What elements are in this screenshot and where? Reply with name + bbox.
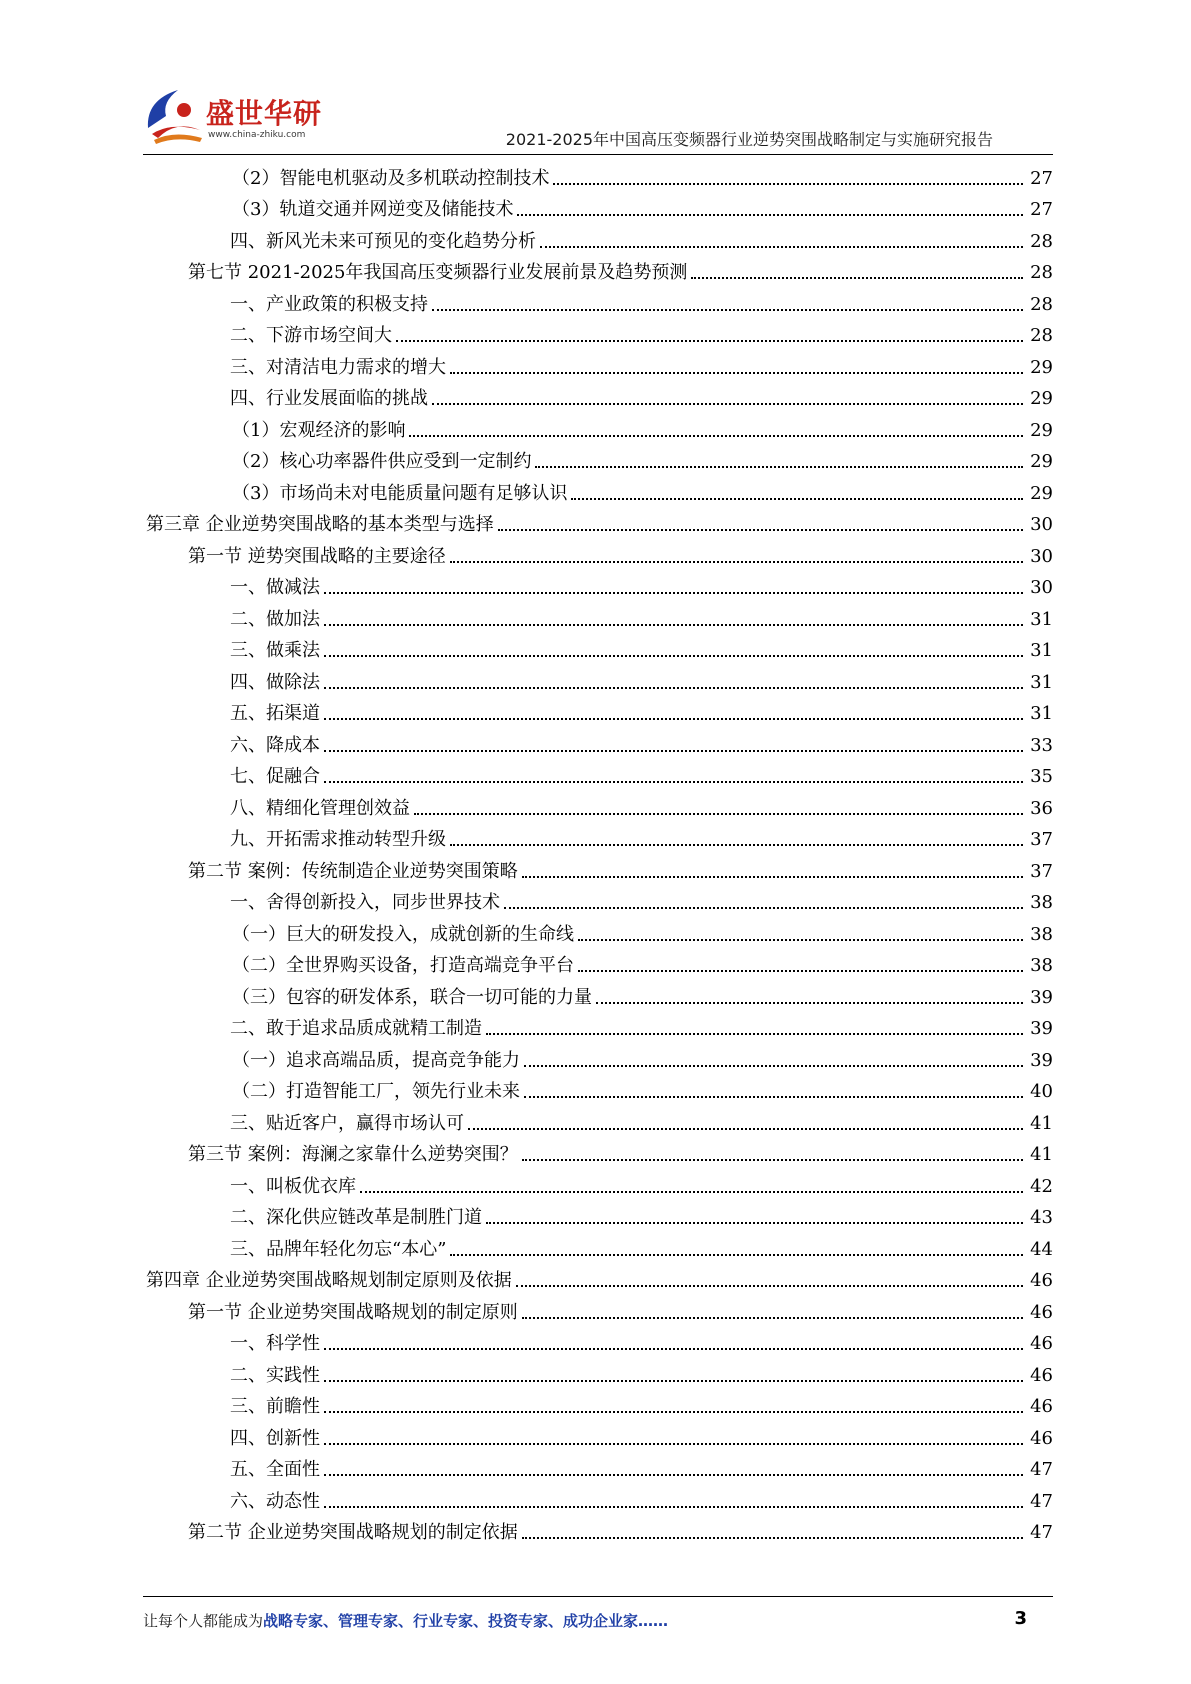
toc-leader-dots — [553, 183, 1023, 185]
toc-entry-page: 28 — [1030, 293, 1053, 315]
toc-entry-label: （3）轨道交通并网逆变及储能技术 — [232, 199, 514, 221]
footer-divider — [143, 1596, 1053, 1597]
toc-leader-dots — [450, 844, 1023, 846]
toc-entry-page: 29 — [1030, 356, 1053, 378]
toc-entry[interactable] — [0, 384, 1191, 416]
toc-leader-dots — [486, 1033, 1023, 1035]
toc-entry-page: 46 — [1030, 1301, 1053, 1323]
footer-slogan-roles: 战略专家、管理专家、行业专家、投资专家、成功企业家…… — [263, 1612, 669, 1630]
toc-entry-label: 九、开拓需求推动转型升级 — [230, 829, 446, 851]
toc-entry[interactable] — [0, 919, 1191, 951]
toc-entry-page: 29 — [1030, 419, 1053, 441]
toc-entry-label: （1）宏观经济的影响 — [232, 419, 406, 441]
toc-entry-page: 46 — [1030, 1364, 1053, 1386]
toc-entry-label: 七、促融合 — [230, 766, 320, 788]
toc-entry[interactable] — [0, 1360, 1191, 1392]
toc-entry[interactable] — [0, 258, 1191, 290]
toc-entry[interactable] — [0, 541, 1191, 573]
toc-entry[interactable] — [0, 163, 1191, 195]
toc-entry[interactable] — [0, 573, 1191, 605]
toc-leader-dots — [516, 1285, 1023, 1287]
toc-entry-page: 46 — [1030, 1427, 1053, 1449]
toc-leader-dots — [324, 1411, 1023, 1413]
toc-entry[interactable] — [0, 321, 1191, 353]
toc-entry-page: 36 — [1030, 797, 1053, 819]
toc-leader-dots — [691, 277, 1023, 279]
toc-entry[interactable] — [0, 447, 1191, 479]
toc-entry[interactable] — [0, 1108, 1191, 1140]
toc-entry[interactable] — [0, 1518, 1191, 1550]
toc-leader-dots — [324, 750, 1023, 752]
toc-leader-dots — [324, 655, 1023, 657]
toc-entry-label: 第一节 企业逆势突围战略规划的制定原则 — [188, 1301, 518, 1323]
header-divider — [143, 154, 1053, 155]
toc-entry[interactable] — [0, 1392, 1191, 1424]
toc-entry-label: （二）打造智能工厂，领先行业未来 — [232, 1081, 520, 1103]
toc-leader-dots — [498, 529, 1023, 531]
toc-entry-label: 二、下游市场空间大 — [230, 325, 392, 347]
toc-entry-label: 四、创新性 — [230, 1427, 320, 1449]
footer-slogan-prefix: 让每个人都能成为 — [143, 1612, 264, 1630]
toc-entry-label: （3）市场尚未对电能质量问题有足够认识 — [232, 482, 568, 504]
toc-entry-page: 35 — [1030, 766, 1053, 788]
toc-entry-page: 43 — [1030, 1207, 1053, 1229]
toc-entry-label: 三、对清洁电力需求的增大 — [230, 356, 446, 378]
toc-entry-page: 38 — [1030, 955, 1053, 977]
toc-entry-label: （2）核心功率器件供应受到一定制约 — [232, 451, 532, 473]
toc-entry-label: 四、行业发展面临的挑战 — [230, 388, 428, 410]
toc-entry-label: 二、敢于追求品质成就精工制造 — [230, 1018, 482, 1040]
toc-entry-label: 八、精细化管理创效益 — [230, 797, 410, 819]
toc-entry-label: 一、舍得创新投入，同步世界技术 — [230, 892, 500, 914]
toc-entry-page: 31 — [1030, 640, 1053, 662]
toc-entry-page: 28 — [1030, 325, 1053, 347]
toc-entry[interactable] — [0, 1423, 1191, 1455]
toc-entry-page: 40 — [1030, 1081, 1053, 1103]
toc-leader-dots — [540, 246, 1023, 248]
toc-entry-label: 一、做减法 — [230, 577, 320, 599]
toc-entry-page: 39 — [1030, 1018, 1053, 1040]
toc-leader-dots — [432, 309, 1023, 311]
toc-leader-dots — [432, 403, 1023, 405]
toc-entry-label: 第二节 企业逆势突围战略规划的制定依据 — [188, 1522, 518, 1544]
toc-leader-dots — [524, 1096, 1023, 1098]
toc-leader-dots — [522, 1537, 1023, 1539]
toc-entry-page: 46 — [1030, 1270, 1053, 1292]
toc-entry-label: 二、实践性 — [230, 1364, 320, 1386]
toc-leader-dots — [517, 214, 1023, 216]
toc-entry-page: 33 — [1030, 734, 1053, 756]
toc-leader-dots — [324, 1443, 1023, 1445]
toc-entry[interactable] — [0, 415, 1191, 447]
toc-leader-dots — [324, 781, 1023, 783]
toc-leader-dots — [578, 939, 1023, 941]
toc-leader-dots — [409, 435, 1023, 437]
toc-leader-dots — [414, 813, 1023, 815]
toc-entry-label: 第三章 企业逆势突围战略的基本类型与选择 — [146, 514, 494, 536]
toc-entry[interactable] — [0, 793, 1191, 825]
toc-entry-page: 31 — [1030, 608, 1053, 630]
company-logo — [140, 80, 323, 150]
toc-entry-label: 四、新风光未来可预见的变化趋势分析 — [230, 230, 536, 252]
toc-entry-label: 五、全面性 — [230, 1459, 320, 1481]
toc-entry[interactable] — [0, 982, 1191, 1014]
toc-entry-page: 29 — [1030, 451, 1053, 473]
toc-leader-dots — [324, 1506, 1023, 1508]
toc-entry-label: 一、科学性 — [230, 1333, 320, 1355]
toc-entry[interactable] — [0, 856, 1191, 888]
toc-entry-label: （一）巨大的研发投入，成就创新的生命线 — [232, 923, 574, 945]
toc-leader-dots — [522, 1317, 1023, 1319]
page-footer — [143, 1610, 1053, 1640]
toc-entry-page: 39 — [1030, 1049, 1053, 1071]
toc-leader-dots — [360, 1191, 1023, 1193]
toc-entry-page: 47 — [1030, 1490, 1053, 1512]
toc-entry[interactable] — [0, 510, 1191, 542]
table-of-contents — [0, 163, 1191, 1549]
toc-entry-label: 五、拓渠道 — [230, 703, 320, 725]
toc-entry-label: 第二节 案例：传统制造企业逆势突围策略 — [188, 860, 518, 882]
toc-entry-page: 44 — [1030, 1238, 1053, 1260]
toc-entry-page: 27 — [1030, 167, 1053, 189]
toc-entry[interactable] — [0, 1045, 1191, 1077]
toc-entry-page: 29 — [1030, 388, 1053, 410]
toc-leader-dots — [468, 1128, 1023, 1130]
toc-entry[interactable] — [0, 1329, 1191, 1361]
toc-entry-page: 31 — [1030, 671, 1053, 693]
toc-leader-dots — [396, 340, 1023, 342]
toc-entry-label: 第七节 2021-2025年我国高压变频器行业发展前景及趋势预测 — [188, 262, 688, 284]
toc-leader-dots — [324, 718, 1023, 720]
toc-entry-label: 三、贴近客户，赢得市场认可 — [230, 1112, 464, 1134]
toc-entry-page: 30 — [1030, 577, 1053, 599]
toc-leader-dots — [522, 1159, 1023, 1161]
toc-entry-page: 27 — [1030, 199, 1053, 221]
toc-leader-dots — [524, 1065, 1023, 1067]
toc-entry-label: 第四章 企业逆势突围战略规划制定原则及依据 — [146, 1270, 512, 1292]
toc-entry-page: 37 — [1030, 829, 1053, 851]
toc-leader-dots — [596, 1002, 1023, 1004]
toc-entry-page: 41 — [1030, 1112, 1053, 1134]
toc-entry-page: 29 — [1030, 482, 1053, 504]
toc-entry-page: 47 — [1030, 1522, 1053, 1544]
toc-leader-dots — [535, 466, 1023, 468]
toc-leader-dots — [571, 498, 1023, 500]
toc-leader-dots — [450, 372, 1023, 374]
toc-leader-dots — [324, 1474, 1023, 1476]
toc-entry[interactable] — [0, 888, 1191, 920]
toc-entry-label: （三）包容的研发体系，联合一切可能的力量 — [232, 986, 592, 1008]
report-title: 2021-2025年中国高压变频器行业逆势突围战略制定与实施研究报告 — [505, 130, 993, 149]
toc-entry-label: （一）追求高端品质，提高竞争能力 — [232, 1049, 520, 1071]
page-header — [0, 0, 1191, 160]
toc-entry[interactable] — [0, 352, 1191, 384]
toc-entry[interactable] — [0, 1171, 1191, 1203]
toc-entry[interactable] — [0, 825, 1191, 857]
toc-entry[interactable] — [0, 730, 1191, 762]
toc-entry[interactable] — [0, 667, 1191, 699]
toc-entry-page: 38 — [1030, 892, 1053, 914]
toc-entry-page: 47 — [1030, 1459, 1053, 1481]
toc-entry-label: （二）全世界购买设备，打造高端竞争平台 — [232, 955, 574, 977]
toc-entry[interactable] — [0, 604, 1191, 636]
toc-entry-page: 30 — [1030, 545, 1053, 567]
toc-leader-dots — [450, 561, 1023, 563]
toc-entry-page: 46 — [1030, 1396, 1053, 1418]
toc-entry[interactable] — [0, 1266, 1191, 1298]
toc-leader-dots — [486, 1222, 1023, 1224]
toc-entry-label: 三、前瞻性 — [230, 1396, 320, 1418]
toc-entry[interactable] — [0, 1203, 1191, 1235]
toc-entry-page: 37 — [1030, 860, 1053, 882]
toc-entry[interactable] — [0, 1455, 1191, 1487]
toc-leader-dots — [578, 970, 1023, 972]
toc-entry-label: 三、做乘法 — [230, 640, 320, 662]
toc-entry[interactable] — [0, 226, 1191, 258]
toc-leader-dots — [324, 1380, 1023, 1382]
toc-entry[interactable] — [0, 1014, 1191, 1046]
toc-entry[interactable] — [0, 636, 1191, 668]
toc-leader-dots — [324, 687, 1023, 689]
toc-entry-page: 31 — [1030, 703, 1053, 725]
toc-entry[interactable] — [0, 478, 1191, 510]
toc-leader-dots — [324, 592, 1023, 594]
toc-leader-dots — [324, 624, 1023, 626]
toc-entry-label: 第三节 案例：海澜之家靠什么逆势突围？ — [188, 1144, 518, 1166]
toc-entry-page: 39 — [1030, 986, 1053, 1008]
toc-entry[interactable] — [0, 1077, 1191, 1109]
toc-entry-label: （2）智能电机驱动及多机联动控制技术 — [232, 167, 550, 189]
page-number: 3 — [1014, 1608, 1027, 1629]
toc-entry[interactable] — [0, 951, 1191, 983]
toc-entry-label: 二、深化供应链改革是制胜门道 — [230, 1207, 482, 1229]
toc-entry[interactable] — [0, 195, 1191, 227]
toc-entry-label: 二、做加法 — [230, 608, 320, 630]
logo-icon — [140, 80, 210, 150]
toc-entry[interactable] — [0, 762, 1191, 794]
toc-entry[interactable] — [0, 699, 1191, 731]
toc-entry-page: 42 — [1030, 1175, 1053, 1197]
toc-leader-dots — [324, 1348, 1023, 1350]
toc-entry-page: 30 — [1030, 514, 1053, 536]
toc-entry-page: 38 — [1030, 923, 1053, 945]
toc-entry-page: 41 — [1030, 1144, 1053, 1166]
toc-entry[interactable] — [0, 1140, 1191, 1172]
toc-entry[interactable] — [0, 289, 1191, 321]
toc-entry-page: 46 — [1030, 1333, 1053, 1355]
logo-name: 盛世华研 — [206, 97, 323, 130]
toc-entry-label: 六、动态性 — [230, 1490, 320, 1512]
toc-entry-label: 三、品牌年轻化勿忘“本心” — [230, 1238, 447, 1260]
logo-url: www.china-zhiku.com — [208, 130, 306, 140]
toc-entry-page: 28 — [1030, 262, 1053, 284]
toc-entry-label: 一、叫板优衣库 — [230, 1175, 356, 1197]
toc-leader-dots — [504, 907, 1023, 909]
toc-leader-dots — [450, 1254, 1023, 1256]
toc-entry[interactable] — [0, 1234, 1191, 1266]
toc-entry-label: 四、做除法 — [230, 671, 320, 693]
toc-entry-label: 六、降成本 — [230, 734, 320, 756]
toc-entry-label: 第一节 逆势突围战略的主要途径 — [188, 545, 446, 567]
toc-entry[interactable] — [0, 1297, 1191, 1329]
toc-leader-dots — [522, 876, 1023, 878]
toc-entry-page: 28 — [1030, 230, 1053, 252]
toc-entry-label: 一、产业政策的积极支持 — [230, 293, 428, 315]
toc-entry[interactable] — [0, 1486, 1191, 1518]
